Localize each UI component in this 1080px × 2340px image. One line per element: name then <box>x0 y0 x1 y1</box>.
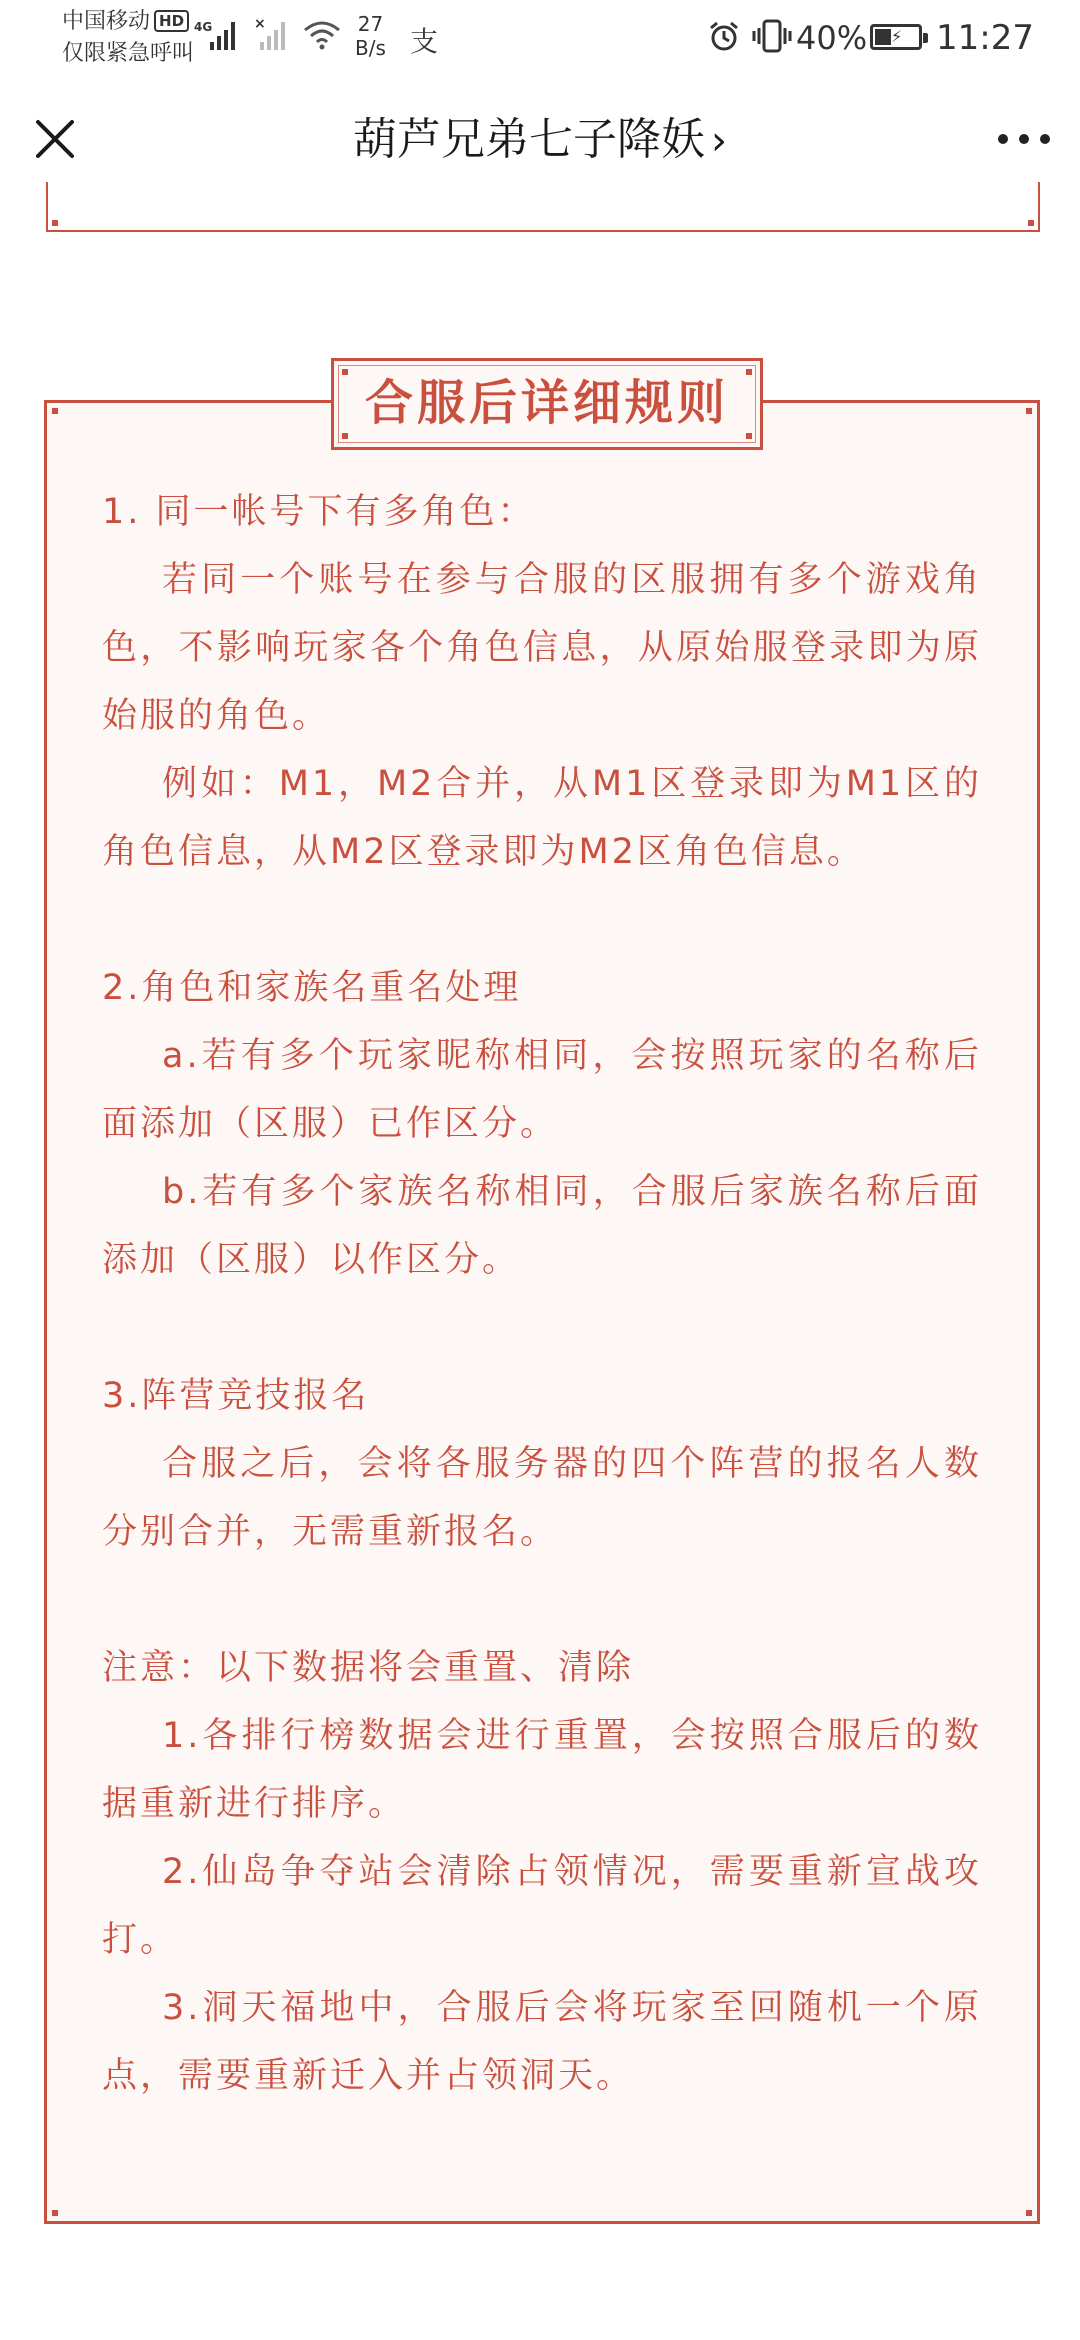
emergency-only-text: 仅限紧急呼叫 <box>62 41 195 66</box>
rule-paragraph: a.若有多个玩家昵称相同，会按照玩家的名称后面添加（区服）已作区分。 <box>102 1036 982 1144</box>
more-icon[interactable] <box>996 124 1052 154</box>
rule-paragraph: 例如：M1，M2合并，从M1区登录即为M1区的角色信息，从M2区登录即为M2区角色信息。 <box>102 764 982 872</box>
hd-badge: HD <box>154 10 189 32</box>
previous-section-box <box>46 182 1040 232</box>
status-bar: 中国移动 HD 仅限紧急呼叫 4G × 27 B/s 支 40% ⚡ 11:27 <box>0 0 1080 84</box>
battery-charging-icon: ⚡ <box>870 24 922 50</box>
battery-percent: 40% <box>796 19 868 57</box>
alarm-icon <box>708 20 740 52</box>
alipay-icon: 支 <box>410 25 439 58</box>
rules-heading: 合服后详细规则 <box>364 375 729 431</box>
rule-paragraph: 3.阵营竞技报名 <box>102 1376 370 1416</box>
rule-paragraph: 1. 同一帐号下有多角色： <box>102 492 536 532</box>
rule-paragraph: 1.各排行榜数据会进行重置，会按照合服后的数据重新进行排序。 <box>102 1716 982 1824</box>
rule-paragraph: 2.仙岛争夺站会清除占领情况，需要重新宣战攻打。 <box>102 1852 982 1960</box>
wifi-icon <box>303 20 341 50</box>
paragraph-gap <box>102 886 982 954</box>
chevron-right-icon: › <box>711 118 727 164</box>
clock: 11:27 <box>936 18 1034 58</box>
rules-heading-box <box>331 358 763 450</box>
rule-paragraph: b.若有多个家族名称相同，合服后家族名称后面添加（区服）以作区分。 <box>102 1172 982 1280</box>
rule-paragraph: 注意：以下数据将会重置、清除 <box>102 1648 635 1688</box>
rule-paragraph: 合服之后，会将各服务器的四个阵营的报名人数分别合并，无需重新报名。 <box>102 1444 982 1552</box>
rule-paragraph: 3.洞天福地中，合服后会将玩家至回随机一个原点，需要重新迁入并占领洞天。 <box>102 1988 982 2096</box>
carrier-info <box>62 6 194 70</box>
page-title[interactable] <box>0 112 1080 169</box>
vibrate-icon <box>752 18 792 54</box>
network-type: 4G <box>194 20 213 34</box>
rules-panel <box>44 375 1040 2224</box>
carrier-name: 中国移动 <box>62 9 151 34</box>
page-content <box>0 202 1080 2340</box>
paragraph-gap <box>102 1566 982 1634</box>
paragraph-gap <box>102 1294 982 1362</box>
network-speed: 27 B/s <box>355 12 386 60</box>
rule-paragraph: 2.角色和家族名重名处理 <box>102 968 522 1008</box>
rule-paragraph: 若同一个账号在参与合服的区服拥有多个游戏角色，不影响玩家各个角色信息，从原始服登录即为原始服的角色。 <box>102 560 982 736</box>
rules-body <box>102 478 982 2110</box>
page-title-text: 葫芦兄弟七子降妖 <box>353 114 705 165</box>
